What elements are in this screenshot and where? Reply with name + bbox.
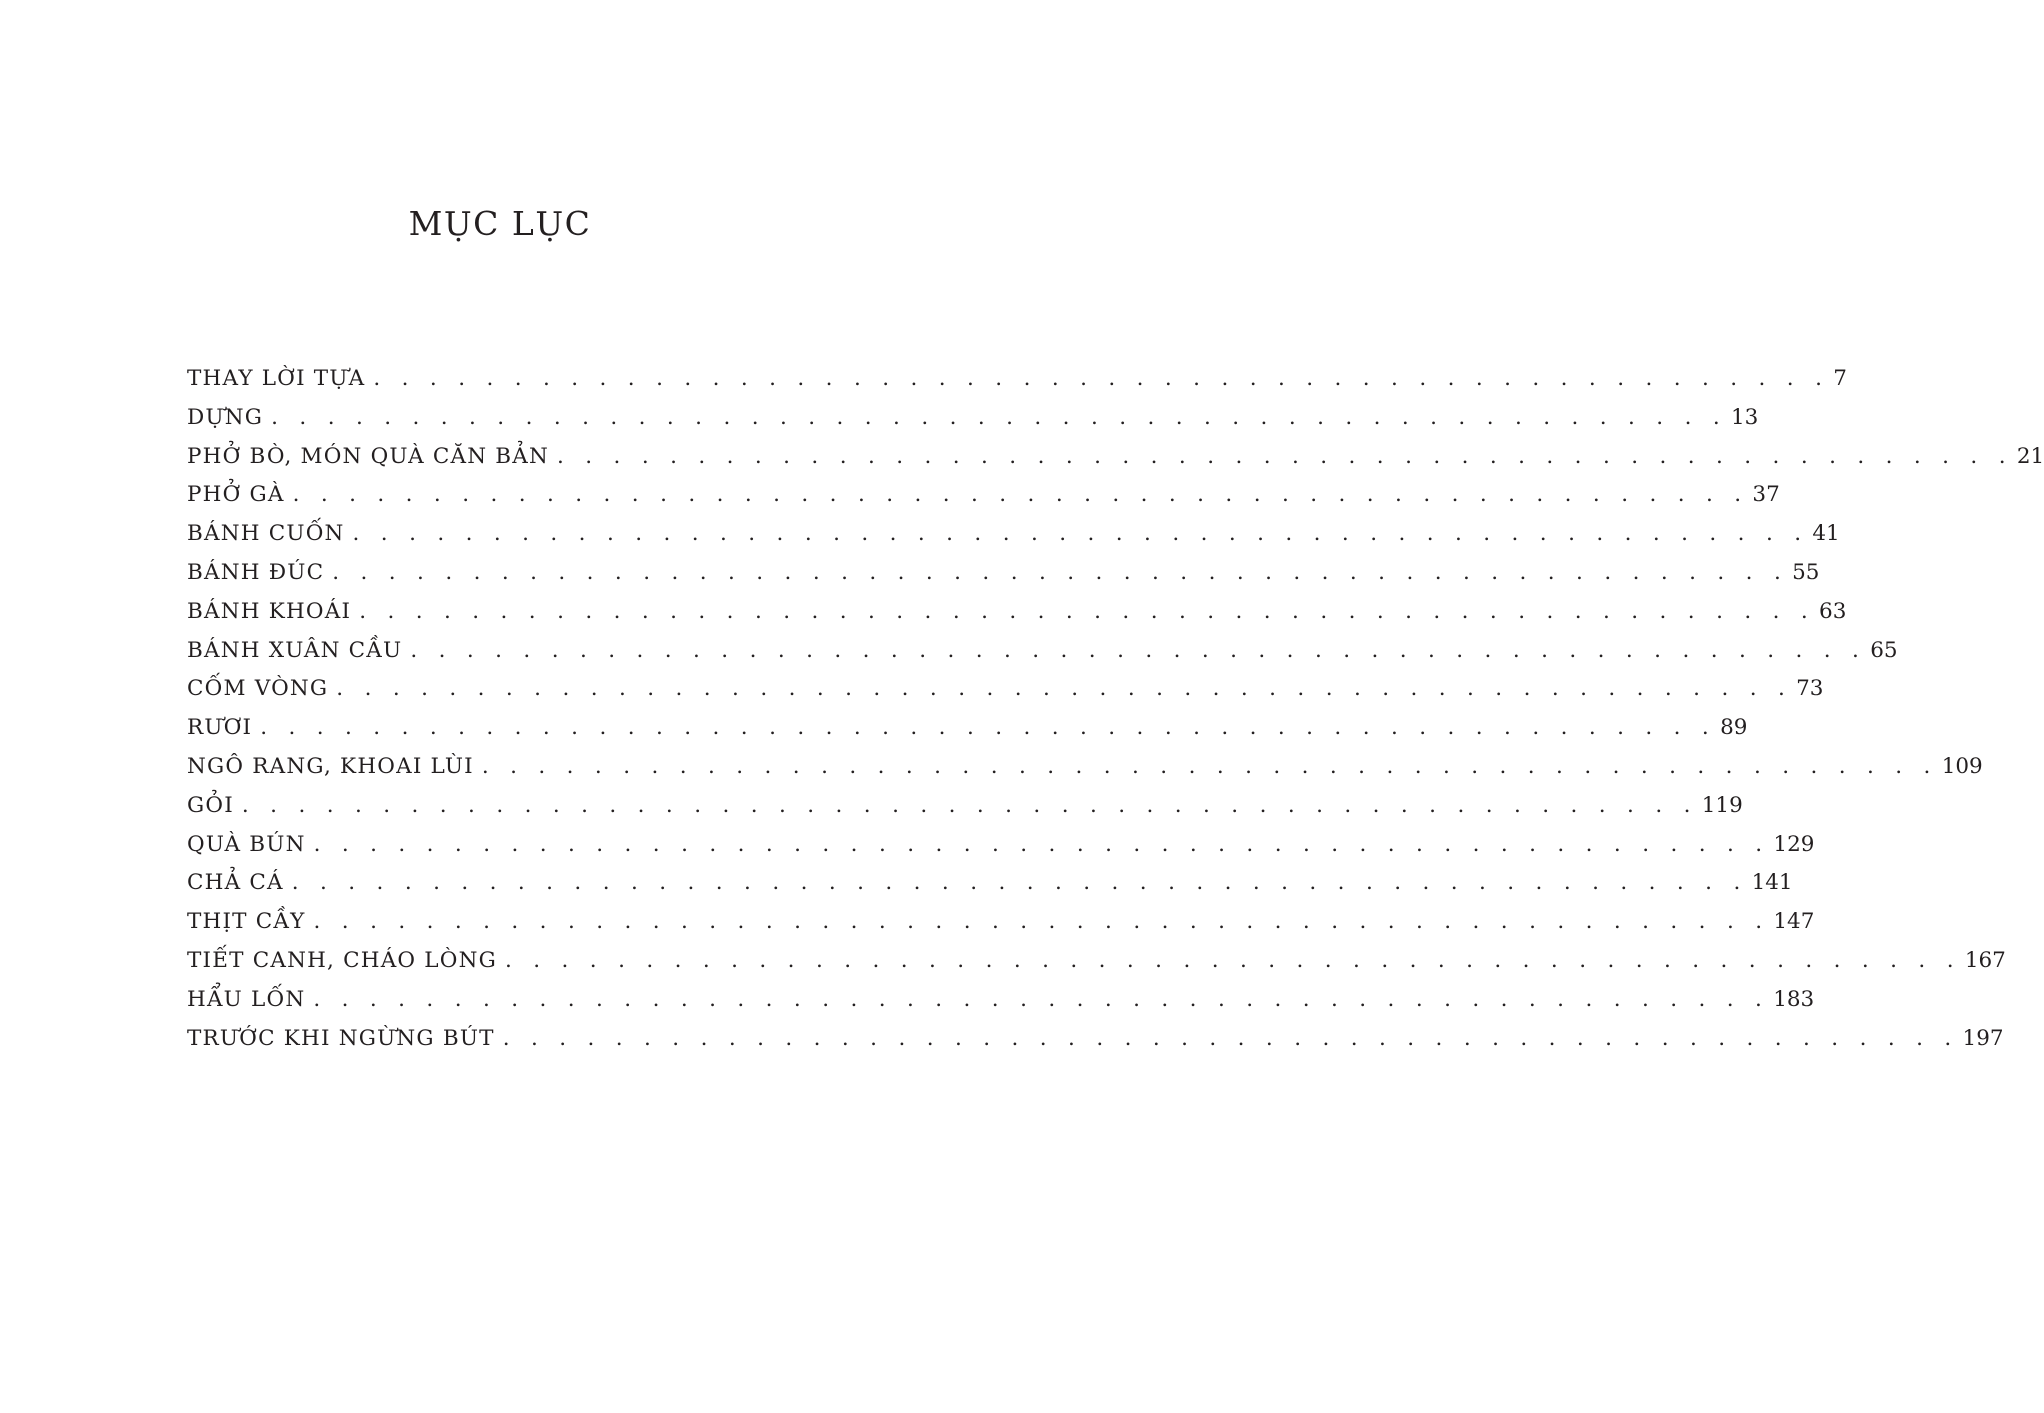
toc-entry-title: PHỞ BÒ, MÓN QUÀ CĂN BẢN [187,443,550,469]
toc-entry-page: 37 [1752,482,1780,508]
toc-entry-title: PHỞ GÀ [187,482,285,508]
toc-dot-leader: . . . . . . . . . . . . . . . . . . . . . . . . . . . . . . . . . . . . . . . . . . . . . . . . . . . . [481,753,1938,779]
toc-dot-leader: . . . . . . . . . . . . . . . . . . . . . . . . . . . . . . . . . . . . . . . . . . . . . . . . . . . . [271,404,1727,430]
toc-entry-page: 89 [1720,715,1748,741]
toc-dot-leader: . . . . . . . . . . . . . . . . . . . . . . . . . . . . . . . . . . . . . . . . . . . . . . . . . . . . [352,521,1809,547]
page-title: MỤC LỤC [408,204,592,243]
table-of-contents [187,366,2044,1064]
toc-entry-page: 65 [1870,637,1898,663]
toc-entry-page: 73 [1796,676,1824,702]
toc-entry [187,443,2044,483]
toc-entry-page: 167 [1964,947,2006,973]
toc-dot-leader: . . . . . . . . . . . . . . . . . . . . . . . . . . . . . . . . . . . . . . . . . . . . . . . . . . . . [373,366,1830,391]
toc-dot-leader: . . . . . . . . . . . . . . . . . . . . . . . . . . . . . . . . . . . . . . . . . . . . . . . . . . . . [359,598,1816,624]
toc-entry [187,521,1840,560]
toc-dot-leader: . . . . . . . . . . . . . . . . . . . . . . . . . . . . . . . . . . . . . . . . . . . . . . . . . . . . [291,870,1748,896]
toc-entry-page: 119 [1701,792,1743,818]
toc-entry-page: 183 [1773,986,1815,1012]
toc-entry-page: 7 [1833,366,1847,391]
toc-dot-leader: . . . . . . . . . . . . . . . . . . . . . . . . . . . . . . . . . . . . . . . . . . . . . . . . . . . . [557,443,2013,469]
toc-entry [187,637,1898,677]
toc-entry-title: NGÔ RANG, KHOAI LÙI [187,753,474,779]
toc-entry-title: CỐM VÒNG [187,676,329,702]
toc-entry-title: THAY LỜI TỰA [187,366,366,391]
toc-entry-page: 63 [1819,598,1847,624]
toc-entry-title: BÁNH ĐÚC [187,559,325,585]
toc-entry [187,676,1824,715]
toc-entry [187,715,1748,754]
toc-entry-title: TIẾT CANH, CHÁO LÒNG [187,947,497,973]
toc-dot-leader: . . . . . . . . . . . . . . . . . . . . . . . . . . . . . . . . . . . . . . . . . . . . . . . . . . . . [502,1025,1959,1051]
toc-entry [187,1025,2004,1065]
toc-entry [187,482,1780,521]
toc-entry-title: BÁNH CUỐN [187,521,345,547]
toc-entry [187,753,1983,793]
toc-entry-title: BÁNH XUÂN CẦU [187,637,403,663]
toc-entry [187,947,2006,987]
toc-dot-leader: . . . . . . . . . . . . . . . . . . . . . . . . . . . . . . . . . . . . . . . . . . . . . . . . . . . . [241,792,1698,818]
toc-entry [187,792,1743,832]
toc-entry-page: 197 [1962,1025,2004,1051]
toc-entry-title: QUÀ BÚN [187,831,306,857]
toc-entry-page: 13 [1730,404,1759,430]
toc-dot-leader: . . . . . . . . . . . . . . . . . . . . . . . . . . . . . . . . . . . . . . . . . . . . . . . . . . . . [332,559,1789,585]
toc-dot-leader: . . . . . . . . . . . . . . . . . . . . . . . . . . . . . . . . . . . . . . . . . . . . . . . . . . . . [410,637,1867,663]
toc-entry-title: THỊT CẦY [187,909,306,935]
toc-dot-leader: . . . . . . . . . . . . . . . . . . . . . . . . . . . . . . . . . . . . . . . . . . . . . . . . . . . . [336,676,1793,702]
toc-entry-title: DỰNG [187,404,264,430]
toc-entry-page: 41 [1812,521,1840,547]
toc-entry-title: BÁNH KHOÁI [187,598,352,624]
toc-entry-title: RƯƠI [187,715,253,741]
toc-entry-page: 141 [1751,870,1793,896]
toc-dot-leader: . . . . . . . . . . . . . . . . . . . . . . . . . . . . . . . . . . . . . . . . . . . . . . . . . . . . [505,947,1961,973]
toc-entry [187,559,1820,599]
toc-entry [187,366,1847,405]
toc-entry-page: 109 [1941,753,1983,779]
toc-entry [187,598,1847,638]
toc-dot-leader: . . . . . . . . . . . . . . . . . . . . . . . . . . . . . . . . . . . . . . . . . . . . . . . . . . . . [313,986,1770,1012]
toc-dot-leader: . . . . . . . . . . . . . . . . . . . . . . . . . . . . . . . . . . . . . . . . . . . . . . . . . . . . [260,715,1717,741]
toc-entry-page: 147 [1773,909,1815,935]
toc-dot-leader: . . . . . . . . . . . . . . . . . . . . . . . . . . . . . . . . . . . . . . . . . . . . . . . . . . . . [313,909,1770,935]
toc-entry-title: GỎI [187,792,234,818]
toc-entry-title: CHẢ CÁ [187,870,284,896]
toc-entry-page: 21 [2016,443,2044,469]
toc-entry-title: TRƯỚC KHI NGỪNG BÚT [187,1025,495,1051]
toc-entry [187,831,1815,871]
toc-entry [187,404,1759,444]
toc-dot-leader: . . . . . . . . . . . . . . . . . . . . . . . . . . . . . . . . . . . . . . . . . . . . . . . . . . . . [292,482,1749,508]
toc-entry-title: HẨU LỐN [187,986,306,1012]
toc-entry [187,870,1793,909]
toc-entry-page: 129 [1773,831,1815,857]
toc-entry [187,909,1815,948]
toc-entry [187,986,1815,1026]
toc-dot-leader: . . . . . . . . . . . . . . . . . . . . . . . . . . . . . . . . . . . . . . . . . . . . . . . . . . . . [313,831,1770,857]
toc-entry-page: 55 [1792,559,1820,585]
